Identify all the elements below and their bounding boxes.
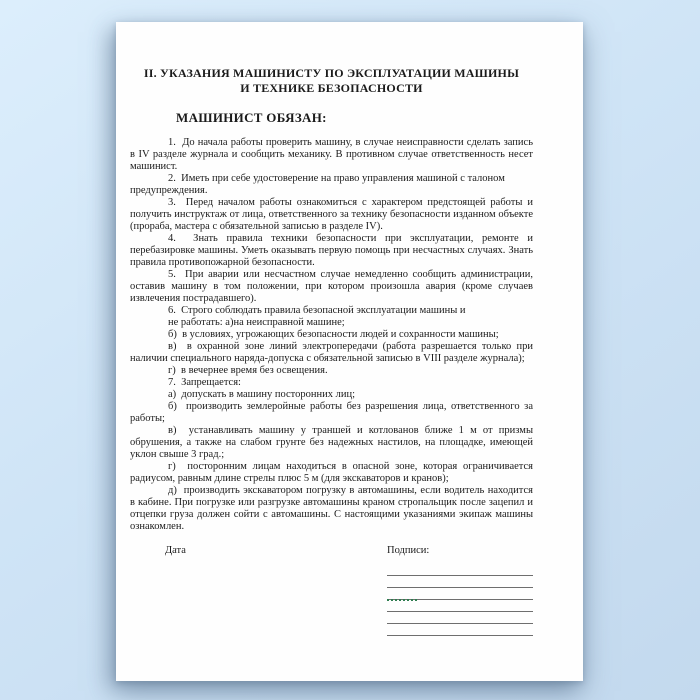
signature-line (387, 624, 533, 636)
instruction-paragraph-7e: д) производить экскаватором погрузку в автомашины, если водитель находится в кабине. При погрузке или разгрузке автомашины краном стропальщик после зацепил и отцепки груза должен сойти с автомашины. С настоящими указаниями экипаж машины ознакомлен. (130, 485, 533, 532)
signatures-label: Подписи: (387, 545, 430, 556)
signature-line (387, 600, 533, 612)
instruction-paragraph-2: 2. Иметь при себе удостоверение на право управления машиной с талоном (168, 173, 505, 184)
instruction-paragraph-7: 7. Запрещается: (168, 377, 241, 388)
date-label: Дата (165, 545, 186, 556)
document-title (130, 66, 533, 96)
signature-line (387, 588, 533, 600)
document-page (116, 22, 583, 681)
instruction-paragraph-6c: в) в охранной зоне линий электропередачи (работа разрешается только при наличии специального наряда-допуска с обязательной записью в VIII разделе журнала); (130, 341, 533, 364)
instruction-paragraph-6: 6. Строго соблюдать правила безопасной эксплуатации машины и (168, 305, 466, 316)
signature-line (387, 576, 533, 588)
signatures-section (387, 545, 533, 636)
instruction-paragraph-6b: б) в условиях, угрожающих безопасности людей и сохранности машины; (168, 329, 499, 340)
instructions-text (130, 137, 533, 533)
signature-line (387, 612, 533, 624)
instruction-paragraph-7b: б) производить землеройные работы без разрешения лица, ответственного за работы; (130, 401, 533, 424)
signature-lines (387, 564, 533, 636)
instruction-paragraph-6d: г) в вечернее время без освещения. (168, 365, 328, 376)
instruction-paragraph-1: 1. До начала работы проверить машину, в случае неисправности сделать запись в IV разделе журнала и сообщить механику. В противном случае ответственность несет машинист. (130, 137, 533, 172)
signature-line (387, 564, 533, 576)
instruction-paragraph-6a: не работать: а)на неисправной машине; (168, 317, 345, 328)
instruction-paragraph-5: 5. При аварии или несчастном случае немедленно сообщить администрации, оставив машину в том положении, при котором произошла авария (кроме случаев извлечения пострадавшего). (130, 269, 533, 304)
instruction-paragraph-7d: г) посторонним лицам находиться в опасной зоне, которая ограничивается радиусом, равным длине стрелы плюс 5 м (для экскаваторов и кранов); (130, 461, 533, 484)
signature-block (130, 545, 533, 636)
instruction-paragraph-3: 3. Перед началом работы ознакомиться с характером предстоящей работы и получить инструктаж от лица, ответственного за технику безопасности изданном объекте (прораба, мастера с обязательной записью в разделе IV). (130, 197, 533, 232)
document-title-line1: II. УКАЗАНИЯ МАШИНИСТУ ПО ЭКСПЛУАТАЦИИ МАШИНЫ (143, 66, 520, 80)
instruction-paragraph-7c: в) устанавливать машину у траншей и котлованов ближе 1 м от призмы обрушения, а также на слабом грунте без надежных настилов, на площадке, имеющей уклон свыше 3 град.; (130, 425, 533, 460)
instruction-paragraph-2-continuation: предупреждения. (130, 185, 208, 196)
instruction-paragraph-7a: а) допускать в машину посторонних лиц; (168, 389, 355, 400)
section-heading: МАШИНИСТ ОБЯЗАН: (176, 110, 327, 125)
document-title-line2: И ТЕХНИКЕ БЕЗОПАСНОСТИ (240, 81, 423, 95)
instruction-paragraph-4: 4. Знать правила техники безопасности при эксплуатации, ремонте и перебазировке машины. Уметь оказывать первую помощь при несчастных случаях. Знать правила противопожарной безопасности. (130, 233, 533, 268)
